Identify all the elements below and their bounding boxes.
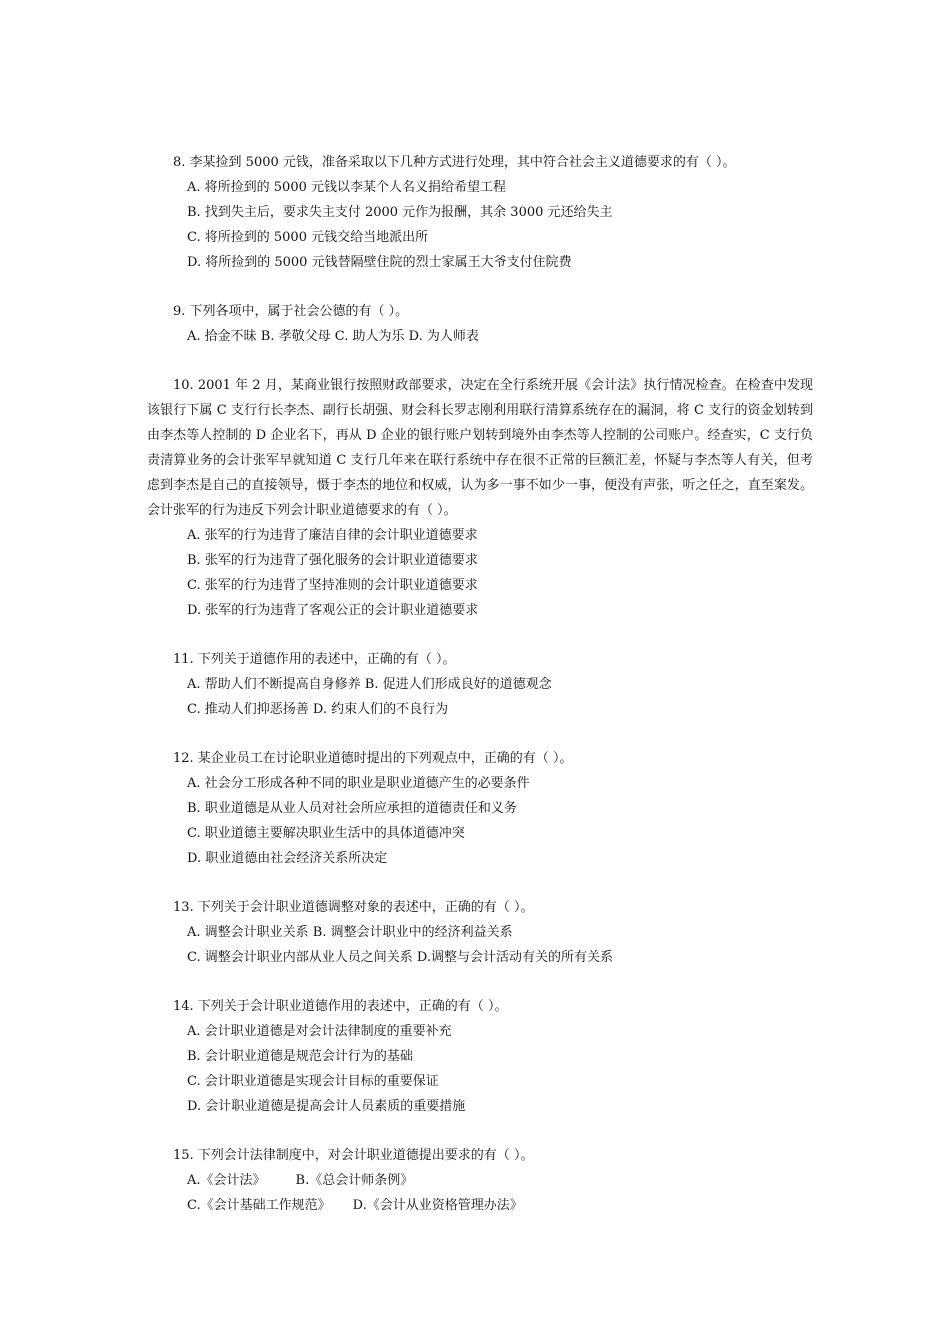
question-13 xyxy=(147,895,813,970)
question-15-option-b: B.《总会计师条例》 xyxy=(295,1173,414,1188)
question-9-stem: 9. 下列各项中，属于社会公德的有（ ）。 xyxy=(173,304,409,319)
question-8-option-d: D. 将所捡到的 5000 元钱替隔壁住院的烈士家属王大爷支付住院费 xyxy=(187,255,572,270)
question-10-option-c: C. 张军的行为违背了坚持准则的会计职业道德要求 xyxy=(187,578,478,593)
question-15-options-cd xyxy=(147,1193,813,1218)
question-14-stem: 14. 下列关于会计职业道德作用的表述中，正确的有（ ）。 xyxy=(173,999,508,1014)
question-12-stem: 12. 某企业员工在讨论职业道德时提出的下列观点中，正确的有（ ）。 xyxy=(173,751,573,766)
question-8-stem: 8. 李某捡到 5000 元钱，准备采取以下几种方式进行处理，其中符合社会主义道德要求的有（ ）。 xyxy=(173,155,736,170)
question-12-option-b: B. 职业道德是从业人员对社会所应承担的道德责任和义务 xyxy=(187,801,517,816)
question-9-options: A. 拾金不昧 B. 孝敬父母 C. 助人为乐 D. 为人师表 xyxy=(187,329,479,344)
question-12-option-c: C. 职业道德主要解决职业生活中的具体道德冲突 xyxy=(187,826,465,841)
question-list xyxy=(147,150,813,1242)
question-11-options-ab: A. 帮助人们不断提高自身修养 B. 促进人们形成良好的道德观念 xyxy=(187,677,552,692)
question-15-option-d: D.《会计从业资格管理办法》 xyxy=(352,1198,523,1213)
question-13-options-ab: A. 调整会计职业关系 B. 调整会计职业中的经济利益关系 xyxy=(187,925,513,940)
question-15-stem: 15. 下列会计法律制度中，对会计职业道德提出要求的有（ ）。 xyxy=(173,1148,534,1163)
question-10 xyxy=(147,373,813,623)
question-8 xyxy=(147,150,813,275)
question-12-option-a: A. 社会分工形成各种不同的职业是职业道德产生的必要条件 xyxy=(187,776,530,791)
question-15 xyxy=(147,1143,813,1218)
question-14-option-b: B. 会计职业道德是规范会计行为的基础 xyxy=(187,1049,413,1064)
question-11-options-cd: C. 推动人们抑恶扬善 D. 约束人们的不良行为 xyxy=(187,702,449,717)
question-9 xyxy=(147,299,813,349)
question-15-option-c: C.《会计基础工作规范》 xyxy=(187,1198,331,1213)
question-10-option-d: D. 张军的行为违背了客观公正的会计职业道德要求 xyxy=(187,603,479,618)
question-15-options-ab xyxy=(147,1168,813,1193)
question-8-option-b: B. 找到失主后，要求失主支付 2000 元作为报酬，其余 3000 元还给失主 xyxy=(187,205,613,220)
question-10-stem: 10. 2001 年 2 月，某商业银行按照财政部要求，决定在全行系统开展《会计法》执行情况检查。在检查中发现该银行下属 C 支行行长李杰、副行长胡强、财会科长罗志刚利用联行清算系统存在的漏洞，将 C 支行的资金划转到由李杰等人控制的 D 企业名下，再从 D 企业的银行账户划转到境外由李杰等人控制的公司账户。经查实，C 支行负责清算业务的会计张军早就知道 C 支行几年来在联行系统中存在很不正常的巨额汇差，怀疑与李杰等人有关，但考虑到李杰是自己的直接领导，慑于李杰的地位和权威，认为多一事不如少一事，便没有声张，听之任之，直至案发。会计张军的行为违反下列会计职业道德要求的有（ ）。 xyxy=(147,378,813,518)
question-10-option-b: B. 张军的行为违背了强化服务的会计职业道德要求 xyxy=(187,553,478,568)
question-8-option-a: A. 将所捡到的 5000 元钱以李某个人名义捐给希望工程 xyxy=(187,180,507,195)
question-11-stem: 11. 下列关于道德作用的表述中，正确的有（ ）。 xyxy=(173,652,456,667)
question-13-options-cd: C. 调整会计职业内部从业人员之间关系 D.调整与会计活动有关的所有关系 xyxy=(187,950,613,965)
question-8-option-c: C. 将所捡到的 5000 元钱交给当地派出所 xyxy=(187,230,429,245)
question-12-option-d: D. 职业道德由社会经济关系所决定 xyxy=(187,851,388,866)
question-12 xyxy=(147,746,813,871)
question-13-stem: 13. 下列关于会计职业道德调整对象的表述中，正确的有（ ）。 xyxy=(173,900,534,915)
question-10-option-a: A. 张军的行为违背了廉洁自律的会计职业道德要求 xyxy=(187,528,478,543)
question-14-option-c: C. 会计职业道德是实现会计目标的重要保证 xyxy=(187,1074,439,1089)
question-14-option-a: A. 会计职业道德是对会计法律制度的重要补充 xyxy=(187,1024,452,1039)
question-14-option-d: D. 会计职业道德是提高会计人员素质的重要措施 xyxy=(187,1099,466,1114)
question-15-option-a: A.《会计法》 xyxy=(187,1173,266,1188)
question-14 xyxy=(147,994,813,1119)
question-11 xyxy=(147,647,813,722)
